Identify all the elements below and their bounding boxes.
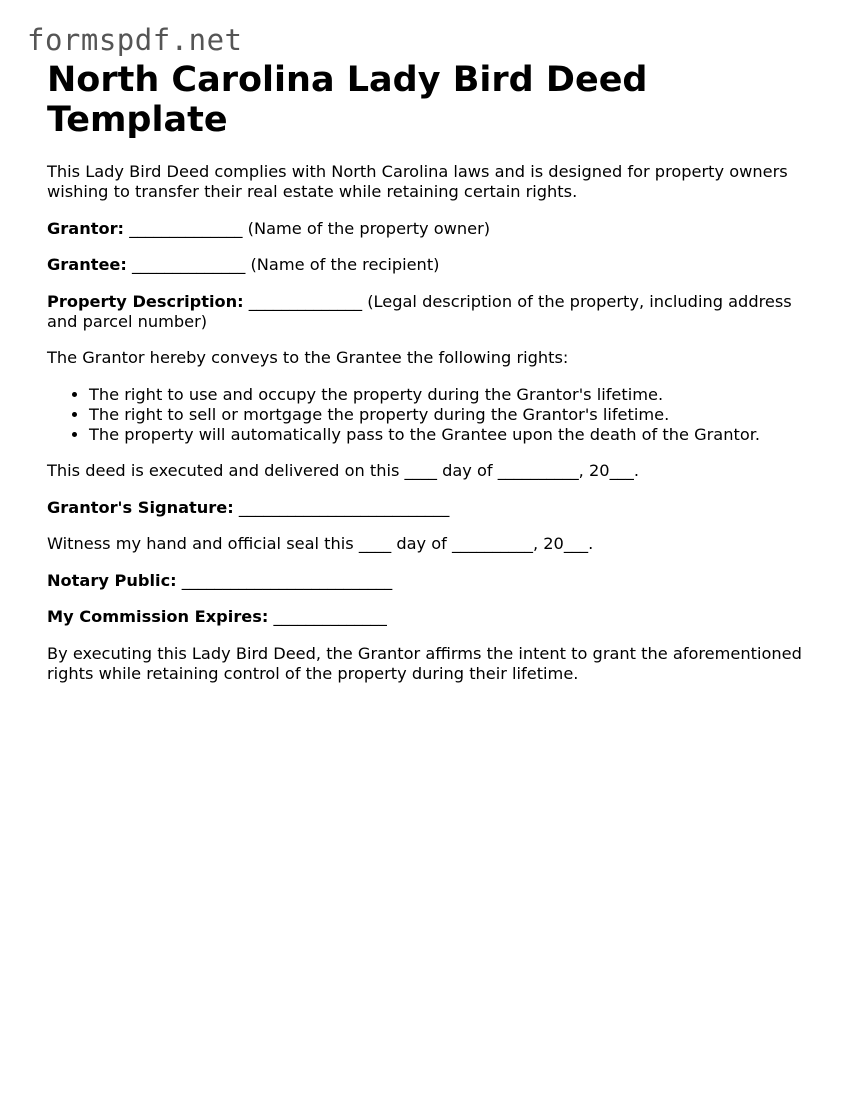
commission-expires-field: ______________	[268, 607, 387, 626]
list-item: • The right to use and occupy the property during the Grantor's lifetime.	[89, 385, 817, 405]
grantee-label: Grantee:	[47, 255, 127, 274]
closing-paragraph: By executing this Lady Bird Deed, the Grantor affirms the intent to grant the aforementioned rights while retaining control of the property during their lifetime.	[47, 643, 802, 683]
witness-line: Witness my hand and official seal this ____ day of __________, 20___.	[47, 534, 594, 553]
watermark: formspdf.net	[27, 23, 243, 57]
grantor-signature-field: __________________________	[233, 497, 450, 517]
property-description-label: Property Description:	[47, 291, 244, 311]
executed-line: This deed is executed and delivered on this ____ day of __________, 20___.	[47, 461, 639, 480]
intro-paragraph: This Lady Bird Deed complies with North Carolina laws and is designed for property owners wishing to transfer their real estate while retaining certain rights.	[47, 162, 788, 201]
rights-list	[47, 385, 817, 445]
grantor-label: Grantor:	[47, 218, 125, 238]
conveys-paragraph: The Grantor hereby conveys to the Grantee the following rights:	[47, 348, 569, 367]
page-title: North Carolina Lady Bird Deed Template	[47, 60, 648, 140]
grantor-signature-line	[47, 498, 817, 518]
commission-expires-line	[47, 607, 817, 627]
notary-public-field: __________________________	[176, 570, 393, 590]
notary-public-line	[47, 571, 817, 591]
commission-expires-label: My Commission Expires:	[47, 607, 269, 626]
grantor-line	[47, 219, 817, 239]
list-item: • The right to sell or mortgage the property during the Grantor's lifetime.	[89, 405, 817, 425]
grantor-signature-label: Grantor's Signature:	[47, 497, 234, 517]
list-item: • The property will automatically pass to the Grantee upon the death of the Grantor.	[89, 425, 817, 445]
grantee-line	[47, 255, 817, 275]
document-body	[47, 60, 817, 684]
grantee-field: ______________ (Name of the recipient)	[126, 255, 440, 274]
grantor-field: ______________ (Name of the property owner)	[124, 218, 491, 238]
property-description-line	[47, 292, 817, 332]
notary-public-label: Notary Public:	[47, 570, 177, 590]
property-description-field: ______________ (Legal description of the property, including address and parcel number)	[47, 291, 792, 331]
